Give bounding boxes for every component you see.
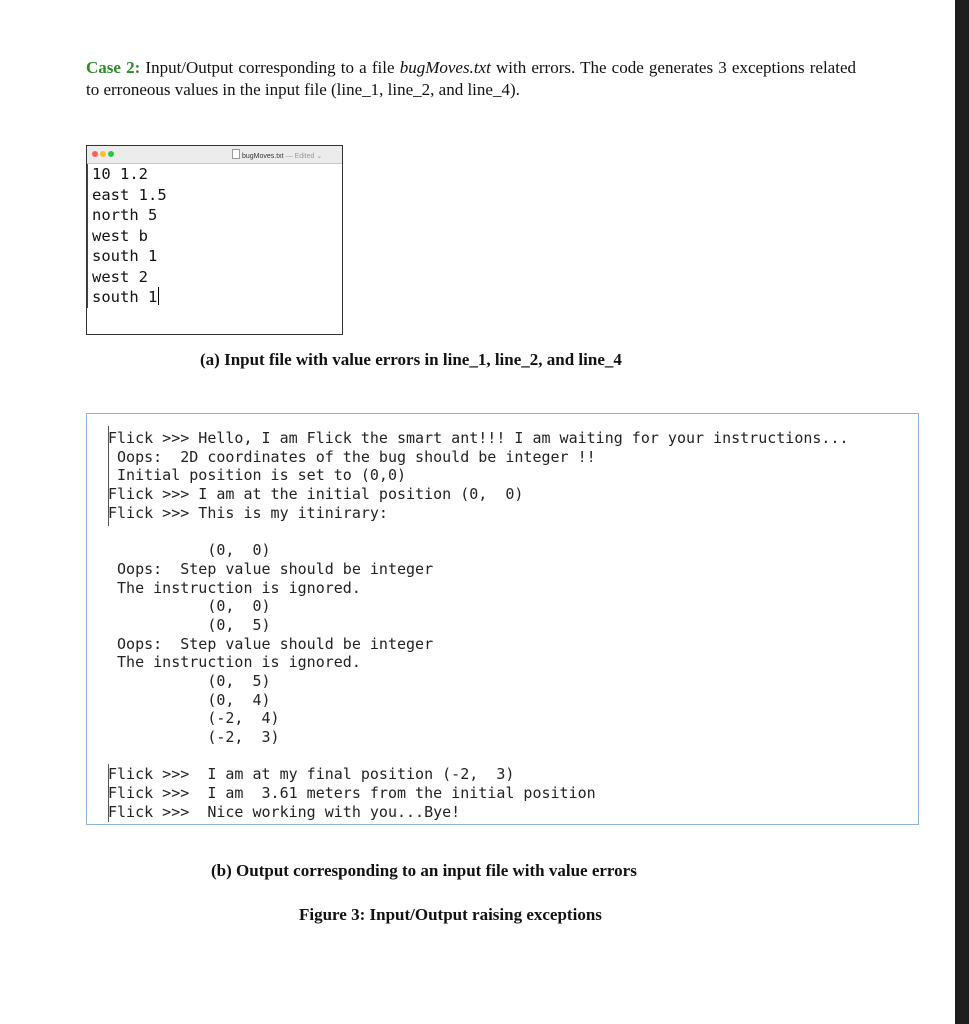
window-title — [232, 149, 322, 160]
figure-caption: Figure 3: Input/Output raising exceptions — [299, 905, 602, 924]
console-line: (0, 4) — [108, 690, 271, 709]
close-icon[interactable] — [92, 151, 98, 157]
zoom-icon[interactable] — [108, 151, 114, 157]
intro-text-1: Input/Output corresponding to a file — [140, 58, 400, 77]
console-line: (0, 5) — [108, 615, 271, 634]
file-line: north 5 — [92, 206, 158, 224]
console-line: The instruction is ignored. — [108, 578, 361, 597]
intro-text-2: with errors. The code generates 3 exceptions related to erroneous values in the input file (line_1, line_2, and line_4). — [86, 58, 856, 99]
file-line: east 1.5 — [92, 185, 167, 204]
console-line: Flick >>> I am 3.61 meters from the initial position — [108, 784, 596, 803]
textedit-window — [86, 145, 343, 335]
console-output — [86, 413, 919, 825]
console-line: Flick >>> I am at the initial position (0, 0) — [108, 485, 524, 504]
window-titlebar — [87, 146, 342, 164]
caption-b: (b) Output corresponding to an input file with value errors — [211, 861, 637, 880]
case-paragraph — [86, 57, 856, 101]
text-caret — [158, 287, 159, 305]
console-line: (0, 0) — [108, 541, 271, 560]
console-line: Oops: 2D coordinates of the bug should be integer !! — [108, 447, 596, 466]
console-line: Initial position is set to (0,0) — [108, 466, 407, 485]
console-line: (-2, 4) — [108, 709, 280, 728]
file-line-last — [92, 287, 342, 308]
file-name: bugMoves.txt — [399, 58, 491, 77]
console-line: (0, 5) — [108, 671, 271, 690]
console-line: Flick >>> Hello, I am Flick the smart ant!!! I am waiting for your instructions... — [108, 429, 849, 447]
console-line: Oops: Step value should be integer — [108, 559, 434, 578]
file-line: south 1 — [92, 247, 158, 265]
console-line — [108, 522, 849, 541]
console-line: (-2, 3) — [108, 728, 280, 746]
minimize-icon[interactable] — [100, 151, 106, 157]
console-text — [108, 429, 849, 821]
console-line — [108, 747, 849, 766]
console-line: Oops: Step value should be integer — [108, 634, 434, 653]
file-line: west 2 — [92, 267, 148, 286]
file-content[interactable] — [87, 164, 342, 308]
case-label: Case 2: — [86, 58, 141, 77]
window-title-text: bugMoves.txt — [242, 153, 284, 160]
file-line-text: south 1 — [92, 288, 158, 306]
document-icon — [232, 149, 240, 159]
file-line: west b — [92, 226, 148, 245]
console-line: Flick >>> I am at my final position (-2, 3) — [108, 765, 515, 784]
file-line: 10 1.2 — [92, 165, 148, 183]
caption-a: (a) Input file with value errors in line_1, line_2, and line_4 — [200, 350, 622, 369]
edited-status: — Edited ⌄ — [285, 153, 323, 160]
console-line: Flick >>> This is my itinirary: — [108, 503, 388, 522]
console-line: (0, 0) — [108, 597, 271, 616]
console-line: The instruction is ignored. — [108, 653, 361, 672]
scrollbar-edge — [955, 0, 969, 1024]
console-line: Flick >>> Nice working with you...Bye! — [108, 802, 461, 821]
